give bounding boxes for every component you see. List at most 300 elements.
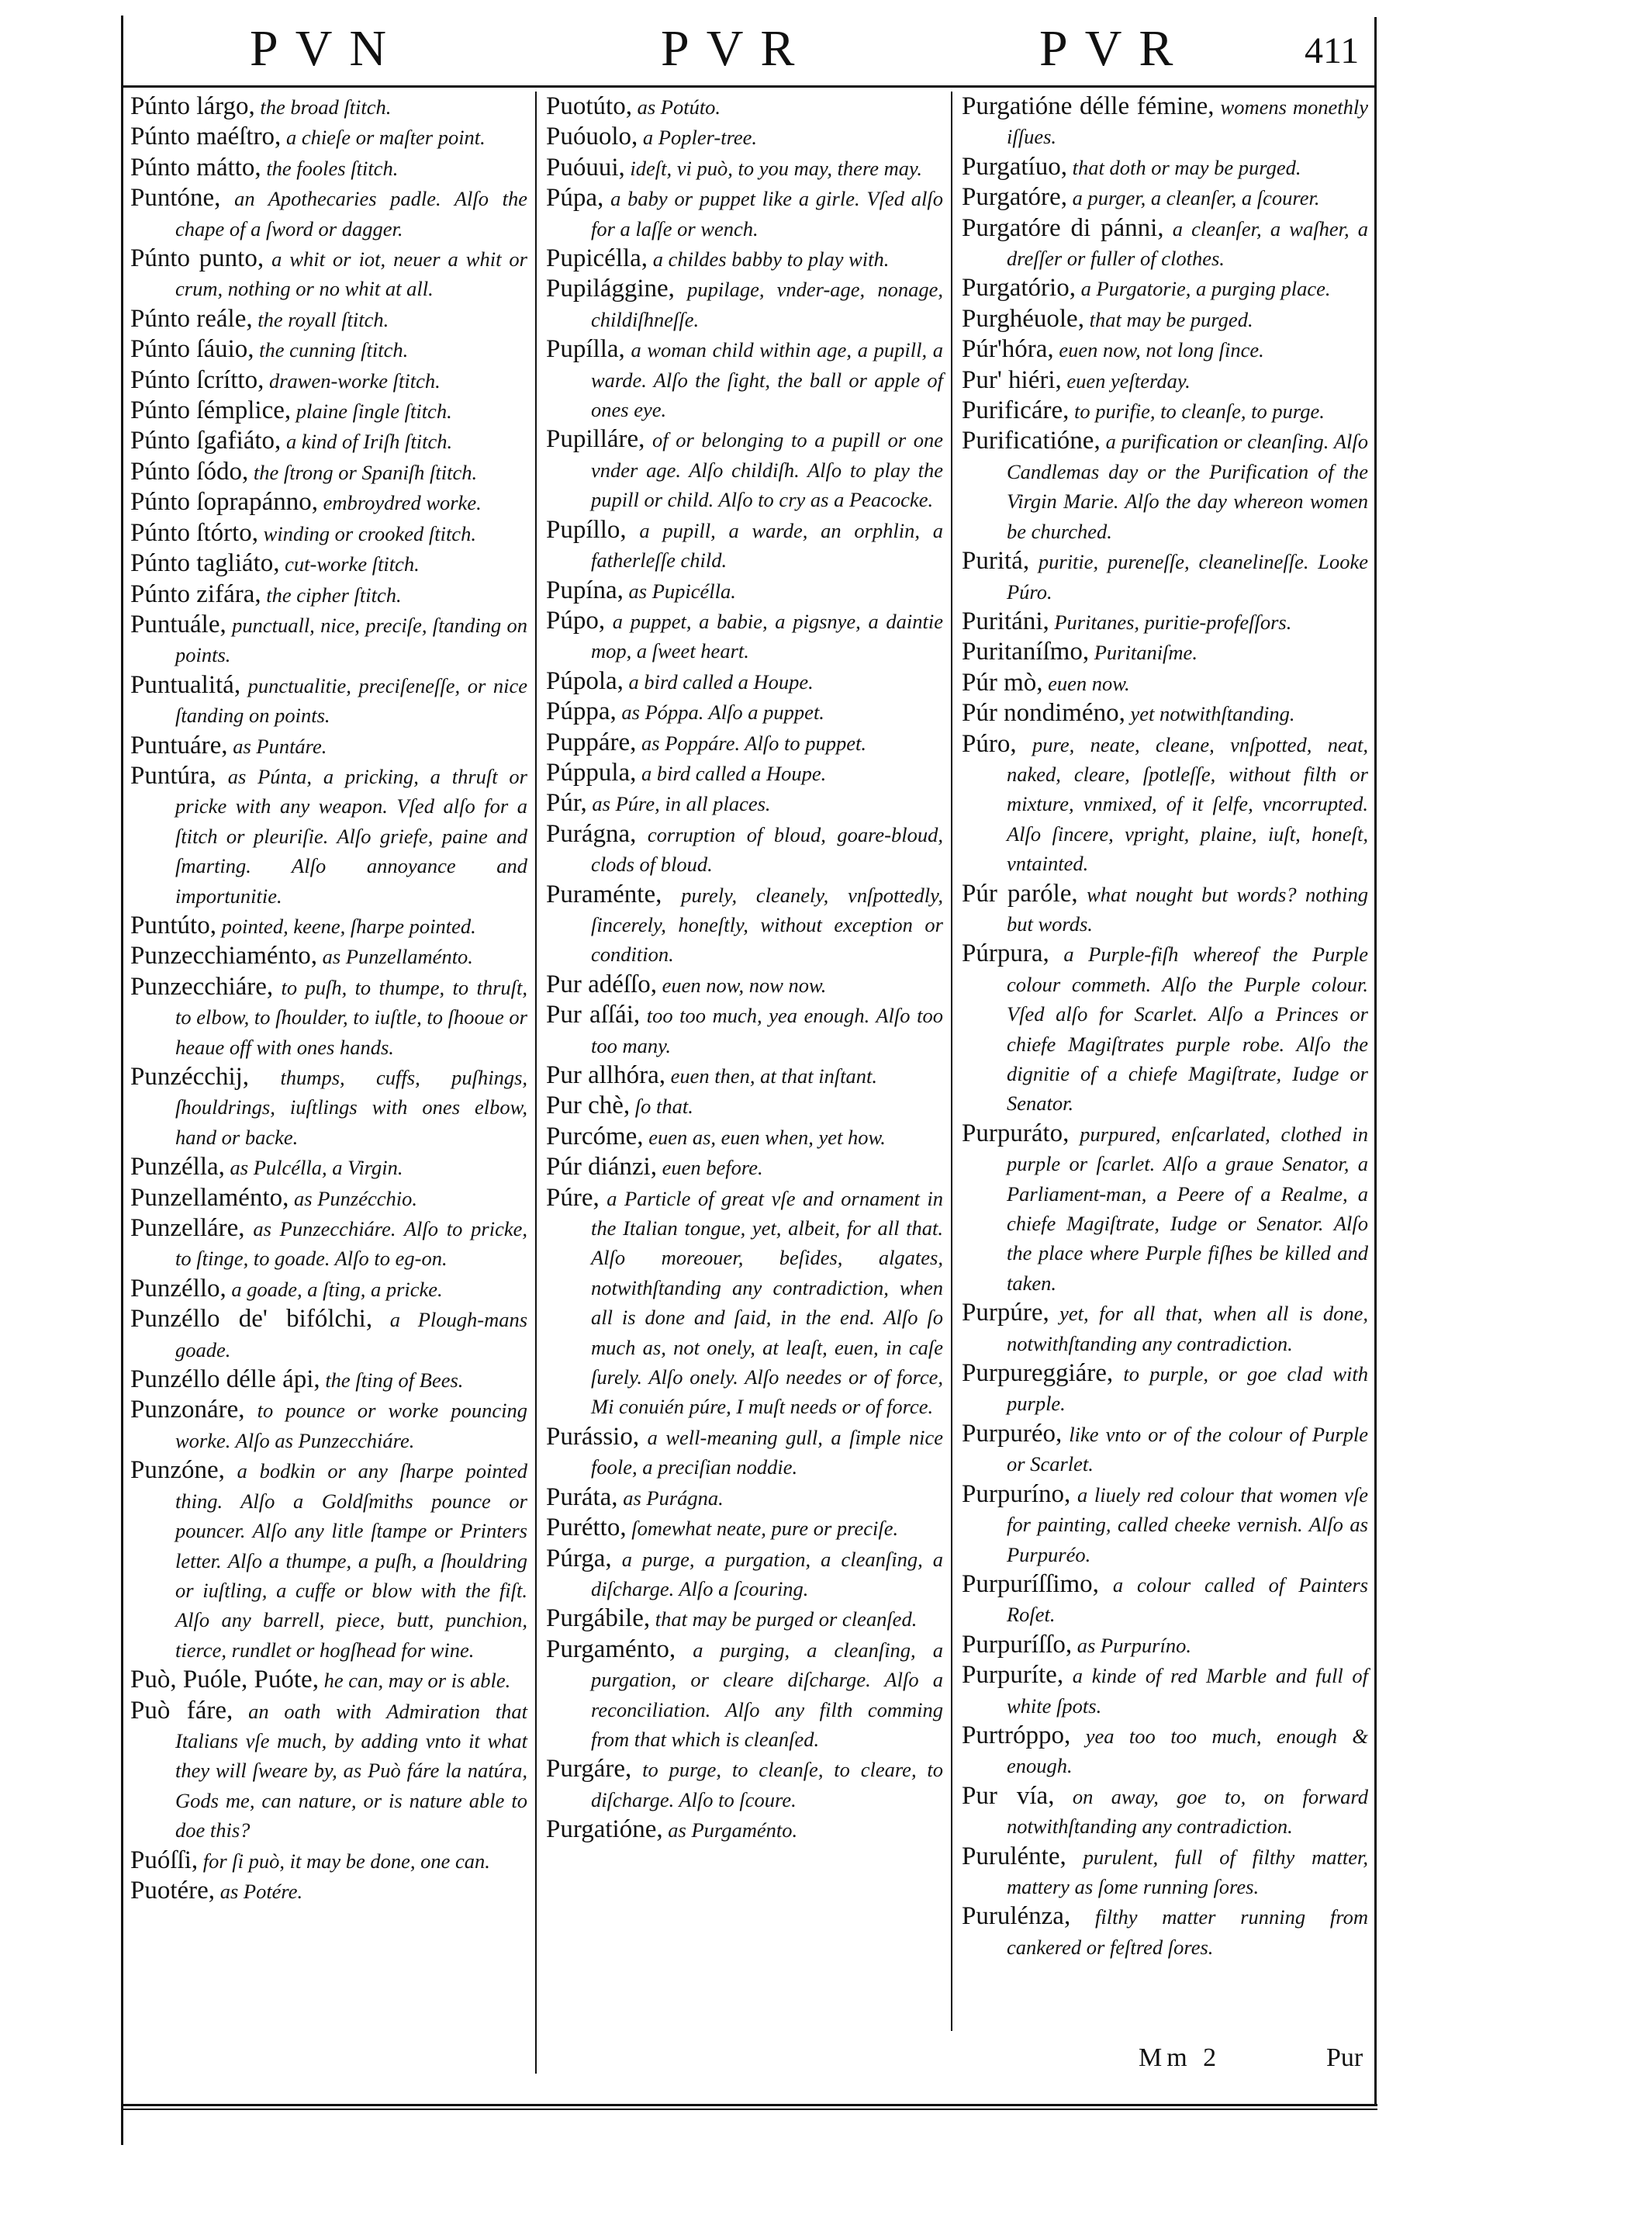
dictionary-entry (546, 153, 943, 183)
entry-headword: Púre, (546, 1183, 600, 1212)
entry-headword: Punzecchiáre, (130, 972, 274, 1001)
entry-headword: Purgatório, (962, 274, 1076, 303)
entry-headword: Punzecchiaménto, (130, 942, 317, 970)
entry-headword: Pupicélla, (546, 244, 648, 273)
entry-definition: as Punzellaménto. (322, 945, 473, 969)
dictionary-entry (130, 1152, 527, 1182)
dictionary-entry (546, 758, 943, 788)
entry-headword: Púr diánzi, (546, 1153, 657, 1181)
dictionary-entry (130, 941, 527, 971)
dictionary-entry (130, 1062, 527, 1152)
entry-definition: as Pupicélla. (628, 579, 736, 603)
entry-definition: as Punzécchio. (294, 1186, 417, 1210)
running-head-right: PVR (1039, 20, 1191, 77)
entry-headword: Pur adéſſo, (546, 970, 657, 998)
dictionary-entry (546, 1754, 943, 1815)
entry-headword: Púr'hóra, (962, 335, 1054, 364)
entry-headword: Punzéllo de' bifólchi, (130, 1305, 373, 1334)
entry-definition: embroydred worke. (323, 491, 482, 515)
dictionary-entry (130, 487, 527, 517)
entry-headword: Purgatóre di pánni, (962, 213, 1164, 242)
dictionary-entry (130, 244, 527, 304)
entry-definition: a well-meaning gull, a ſimple nice foole, a preciſian noddie. (591, 1425, 944, 1479)
entry-headword: Punzonáre, (130, 1396, 245, 1424)
entry-headword: Purétto, (546, 1514, 627, 1542)
dictionary-entry (130, 610, 527, 670)
dictionary-entry (962, 396, 1368, 426)
entry-headword: Pur allhóra, (546, 1061, 665, 1089)
entry-headword: Puraménte, (546, 880, 662, 908)
dictionary-entry (130, 304, 527, 334)
dictionary-entry (962, 92, 1368, 152)
dictionary-entry (130, 1846, 527, 1876)
entry-headword: Púr nondiméno, (962, 699, 1125, 728)
entry-headword: Púnto tagliáto, (130, 549, 280, 578)
entry-definition: a purger, a cleanſer, a ſcourer. (1072, 186, 1320, 210)
entry-headword: Purgáre, (546, 1755, 632, 1783)
dictionary-entry (546, 970, 943, 1000)
entry-headword: Púnto ſémplice, (130, 396, 292, 425)
entry-headword: Punzóne, (130, 1456, 225, 1485)
dictionary-entry (546, 1544, 943, 1604)
entry-headword: Purpuréo, (962, 1419, 1063, 1448)
entry-definition: a Plough-mans goade. (175, 1308, 528, 1361)
entry-definition: to purple, or goe clad with purple. (1007, 1362, 1368, 1416)
dictionary-entry (546, 728, 943, 758)
entry-definition: a goade, a ſting, a pricke. (231, 1277, 443, 1301)
dictionary-entry (130, 183, 527, 244)
dictionary-entry (546, 606, 943, 666)
entry-headword: Puntuáre, (130, 731, 228, 759)
dictionary-entry (962, 1479, 1368, 1569)
entry-headword: Puntúra, (130, 761, 216, 790)
entry-definition: a colour called of Painters Roſet. (1007, 1572, 1368, 1627)
dictionary-entry (546, 1604, 943, 1634)
dictionary-entry (546, 515, 943, 576)
entry-headword: Purpuríſſimo, (962, 1569, 1099, 1598)
column-divider-1 (535, 92, 537, 2074)
entry-definition: plaine ſingle ſtitch. (295, 400, 452, 424)
dictionary-entry (546, 92, 943, 122)
entry-definition: as Potúto. (637, 95, 721, 119)
entry-definition: the royall ſtitch. (257, 307, 389, 331)
dictionary-entry (130, 579, 527, 610)
signature-mark: Mm 2 (1139, 2043, 1222, 2072)
column-2 (546, 92, 943, 1846)
entry-headword: Púnto ſódo, (130, 457, 249, 486)
entry-definition: a kind of Iriſh ſtitch. (285, 430, 453, 454)
dictionary-entry (546, 1000, 943, 1060)
dictionary-entry (546, 697, 943, 727)
dictionary-entry (962, 1119, 1368, 1298)
entry-definition: pure, neate, cleane, vnſpotted, neat, naked, cleare, ſpotleſſe, without filth or mixture, vnmixed, of it ſelfe, vncorrupted. Alſo ſincere, vpright, plaine, iuſt, honeſt, vntainted. (1007, 732, 1368, 876)
bottom-rule (121, 2104, 1377, 2106)
dictionary-entry (130, 731, 527, 761)
entry-headword: Purulénza, (962, 1902, 1071, 1931)
entry-headword: Punzelláre, (130, 1214, 245, 1243)
dictionary-entry (962, 182, 1368, 213)
dictionary-entry (130, 1183, 527, 1213)
dictionary-entry (546, 1815, 943, 1845)
dictionary-entry (962, 273, 1368, 303)
dictionary-entry (962, 1630, 1368, 1660)
entry-definition: a kinde of red Marble and full of white ſpots. (1007, 1664, 1368, 1718)
entry-headword: Puntóne, (130, 184, 221, 213)
dictionary-entry (962, 152, 1368, 182)
entry-headword: Punzéllo, (130, 1274, 226, 1303)
entry-definition: drawen-worke ſtitch. (268, 368, 441, 393)
dictionary-entry (962, 1298, 1368, 1358)
dictionary-entry (546, 1122, 943, 1152)
entry-headword: Púnto lárgo, (130, 92, 255, 120)
entry-headword: Puóuui, (546, 153, 625, 182)
dictionary-entry (130, 1274, 527, 1304)
entry-definition: for ſi può, it may be done, one can. (202, 1849, 490, 1873)
dictionary-entry (546, 244, 943, 274)
dictionary-entry (130, 518, 527, 548)
entry-headword: Púnto zifára, (130, 579, 261, 608)
entry-definition: to purifie, to cleanſe, to purge. (1073, 400, 1325, 424)
dictionary-entry (962, 1358, 1368, 1419)
entry-definition: a bird called a Houpe. (628, 669, 814, 694)
left-margin-rule (121, 16, 123, 2145)
entry-headword: Puráta, (546, 1482, 618, 1511)
dictionary-entry (130, 396, 527, 426)
dictionary-entry (130, 334, 527, 365)
dictionary-entry (962, 365, 1368, 396)
entry-definition: a Purple-fiſh whereof the Purple colour commeth. Alſo the Purple colour. Vſed alſo for Scarlet. Alſo a Princes or chiefe Magiſtrates purple robe. Alſo the dignitie of a chiefe Magiſtrate, Iudge or Senator. (1007, 943, 1369, 1116)
entry-headword: Può fáre, (130, 1696, 233, 1725)
dictionary-entry (962, 1419, 1368, 1479)
entry-definition: what nought but words? nothing but words. (1007, 882, 1369, 936)
entry-headword: Purpuríno, (962, 1479, 1071, 1508)
entry-definition: a Popler-tree. (642, 126, 758, 150)
entry-headword: Púro, (962, 729, 1017, 758)
entry-headword: Púnto maéſtro, (130, 123, 282, 151)
entry-definition: yet notwithſtanding. (1130, 702, 1295, 726)
entry-definition: Puritaniſme. (1094, 641, 1198, 665)
dictionary-entry (546, 334, 943, 424)
entry-definition: the ſting of Bees. (325, 1368, 464, 1392)
entry-headword: Punzécchij, (130, 1063, 250, 1091)
column-divider-2 (951, 92, 952, 2031)
dictionary-entry (130, 670, 527, 731)
entry-definition: as Purpuríno. (1077, 1633, 1191, 1657)
entry-headword: Può, Puóle, Puóte, (130, 1666, 319, 1694)
entry-headword: Pupilláre, (546, 425, 645, 454)
entry-headword: Púnto ſáuio, (130, 335, 254, 364)
entry-definition: as Púnta, a pricking, a thruſt or pricke with any weapon. Vſed alſo for a ſtitch or pleuriſie. Alſo griefe, paine and ſmarting. Alſo annoyance and importunitie. (175, 764, 527, 908)
dictionary-entry (130, 972, 527, 1062)
entry-headword: Purgatíuo, (962, 152, 1067, 181)
entry-headword: Purássio, (546, 1422, 640, 1451)
entry-headword: Púr paróle, (962, 879, 1078, 908)
dictionary-entry (130, 1696, 527, 1846)
entry-headword: Puntúto, (130, 911, 216, 939)
entry-definition: like vnto or of the colour of Purple or Scarlet. (1007, 1422, 1368, 1476)
entry-headword: Purgatióne, (546, 1815, 663, 1844)
dictionary-entry (546, 666, 943, 697)
dictionary-entry (962, 426, 1368, 546)
dictionary-entry (130, 365, 527, 396)
entry-headword: Púppa, (546, 697, 617, 726)
entry-definition: euen now, not long ſince. (1059, 338, 1264, 362)
entry-headword: Púnto ſcrítto, (130, 365, 264, 394)
entry-definition: thumps, cuffs, puſhings, ſhouldrings, iuſtlings with ones elbow, hand or backe. (175, 1066, 528, 1149)
entry-definition: a purging, a cleanſing, a purgation, or cleare diſcharge. Alſo a reconciliation. Alſo any filth comming from that which is cleanſed. (591, 1638, 943, 1751)
entry-definition: pointed, keene, ſharpe pointed. (221, 914, 476, 938)
dictionary-entry (546, 1422, 943, 1482)
entry-definition: euen now. (1048, 671, 1130, 695)
dictionary-entry (962, 939, 1368, 1118)
entry-headword: Púr, (546, 789, 587, 818)
entry-headword: Purificatióne, (962, 427, 1101, 455)
entry-definition: ſo that. (634, 1095, 693, 1119)
entry-definition: euen now, now now. (662, 973, 827, 997)
entry-headword: Puotére, (130, 1876, 216, 1905)
entry-definition: womens monethly iſſues. (1007, 95, 1368, 149)
entry-definition: a Particle of great vſe and ornament in the Italian tongue, yet, albeit, for all that. Alſo moreouer, beſides, algates, notwithſtanding any contradiction, when all is done and ſaid, in the end. Alſo ſo much as, not onely, at leaſt, euen, in caſe ſurely. Alſo onely. Alſo needes or of force, Mi conuién púre, I muſt needs or of force. (591, 1186, 943, 1419)
dictionary-entry (962, 1660, 1368, 1721)
entry-headword: Puritá, (962, 547, 1030, 576)
entry-headword: Purificáre, (962, 396, 1070, 425)
dictionary-entry (962, 1569, 1368, 1630)
dictionary-entry (130, 1365, 527, 1395)
entry-headword: Purgaménto, (546, 1635, 676, 1663)
entry-definition: a pupill, a warde, an orphlin, a fatherleſſe child. (591, 518, 943, 573)
entry-definition: the cunning ſtitch. (259, 338, 409, 362)
dictionary-entry (546, 1152, 943, 1182)
entry-headword: Puppáre, (546, 728, 637, 756)
entry-definition: as Púre, in all places. (592, 792, 771, 816)
entry-headword: Punzélla, (130, 1153, 225, 1181)
entry-definition: of or belonging to a pupill or one vnder age. Alſo childiſh. Alſo to play the pupill or child. Alſo to cry as a Peacocke. (591, 428, 944, 512)
dictionary-entry (546, 1091, 943, 1121)
dictionary-entry (130, 153, 527, 183)
entry-headword: Purpuríſſo, (962, 1630, 1073, 1659)
entry-definition: a purge, a purgation, a cleanſing, a diſcharge. Alſo a ſcouring. (591, 1547, 944, 1600)
dictionary-entry (546, 183, 943, 244)
entry-headword: Púppula, (546, 758, 637, 787)
entry-definition: as Poppáre. Alſo to puppet. (641, 731, 867, 755)
dictionary-entry (546, 274, 943, 334)
dictionary-entry (962, 1721, 1368, 1781)
dictionary-entry (546, 424, 943, 514)
entry-definition: to pounce or worke pouncing worke. Alſo as Punzecchiáre. (175, 1399, 527, 1452)
entry-definition: the broad ſtitch. (260, 95, 392, 119)
dictionary-entry (130, 1876, 527, 1906)
entry-definition: as Purgaménto. (668, 1818, 798, 1842)
entry-definition: a baby or puppet like a girle. Vſed alſo for a laſſe or wench. (591, 187, 944, 240)
dictionary-entry (130, 1304, 527, 1365)
dictionary-entry (962, 546, 1368, 607)
entry-definition: pupilage, vnder-age, nonage, childiſhneſſe. (591, 278, 943, 331)
entry-headword: Púpa, (546, 184, 604, 213)
entry-headword: Púnto mátto, (130, 153, 261, 182)
entry-definition: the fooles ſtitch. (266, 156, 399, 180)
dictionary-entry (546, 1183, 943, 1422)
entry-definition: winding or crooked ſtitch. (263, 521, 476, 545)
entry-headword: Púnto ſtórto, (130, 518, 259, 547)
entry-definition: a woman child within age, a pupill, a warde. Alſo the ſight, the ball or apple of ones eye. (591, 338, 943, 422)
entry-definition: that may be purged. (1089, 307, 1253, 331)
entry-headword: Purpureggiáre, (962, 1359, 1114, 1388)
page-number: 411 (1305, 30, 1360, 71)
dictionary-entry (962, 1842, 1368, 1902)
entry-headword: Púnto ſoprapánno, (130, 488, 318, 517)
entry-definition: a cleanſer, a waſher, a dreſſer or fuller of clothes. (1007, 216, 1369, 271)
dictionary-entry (130, 911, 527, 941)
entry-headword: Púrga, (546, 1544, 612, 1572)
column-1 (130, 92, 527, 1906)
entry-headword: Puóuolo, (546, 123, 638, 151)
entry-definition: an Apothecaries padle. Alſo the chape of a ſword or dagger. (175, 187, 528, 240)
entry-definition: purulent, full of filthy matter, mattery as ſome running ſores. (1007, 1845, 1369, 1898)
entry-definition: a chieſe or maſter point. (285, 126, 486, 150)
entry-definition: as Punzecchiáre. Alſo to pricke, to ſtinge, to goade. Alſo to eg-on. (175, 1217, 527, 1271)
dictionary-entry (130, 457, 527, 487)
entry-headword: Purgatióne délle fémine, (962, 92, 1215, 120)
entry-definition: Puritanes, puritie-profeſſors. (1054, 610, 1292, 634)
entry-definition: that may be purged or cleanſed. (655, 1607, 918, 1631)
running-head-left: PVN (250, 20, 404, 77)
entry-headword: Pupilággine, (546, 275, 675, 303)
entry-headword: Puntualitá, (130, 670, 241, 699)
entry-definition: yet, for all that, when all is done, notwithſtanding any contradiction. (1007, 1302, 1369, 1355)
dictionary-entry (962, 334, 1368, 365)
entry-headword: Púnto ſgafiáto, (130, 427, 282, 455)
running-head-center: PVR (661, 20, 812, 77)
entry-definition: a puppet, a babie, a pigsnye, a daintie mop, a ſweet heart. (591, 609, 943, 663)
dictionary-entry (130, 122, 527, 152)
entry-definition: corruption of bloud, goare-bloud, clods of bloud. (591, 822, 943, 877)
catchword: Pur (1326, 2043, 1363, 2072)
entry-definition: that doth or may be purged. (1072, 155, 1301, 179)
entry-definition: too too much, yea enough. Alſo too too many. (591, 1004, 943, 1057)
dictionary-entry (546, 122, 943, 152)
entry-definition: an oath with Admiration that Italians vſe much, by adding vnto it what they will ſweare by, as Può fáre la natúra, Gods me, can nature, or is nature able to doe this? (175, 1699, 527, 1842)
entry-headword: Purágna, (546, 819, 637, 848)
entry-headword: Púpola, (546, 666, 624, 695)
entry-headword: Púnto reále, (130, 304, 253, 333)
entry-definition: the cipher ſtitch. (266, 583, 402, 607)
dictionary-entry (130, 92, 527, 122)
entry-headword: Puntuále, (130, 610, 226, 638)
entry-definition: euen yeſterday. (1066, 368, 1191, 393)
entry-definition: he can, may or is able. (323, 1669, 511, 1693)
entry-definition: to puſh, to thumpe, to thruſt, to elbow, to ſhoulder, to iuſtle, to ſhooue or heaue off with ones hands. (175, 975, 527, 1059)
entry-definition: as Purágna. (623, 1486, 724, 1510)
dictionary-entry (546, 1060, 943, 1091)
entry-headword: Purpuríte, (962, 1661, 1064, 1690)
dictionary-entry (962, 698, 1368, 728)
entry-headword: Punzéllo délle ápi, (130, 1365, 320, 1394)
dictionary-entry (546, 788, 943, 818)
entry-definition: as Puntáre. (233, 734, 327, 758)
dictionary-entry (546, 880, 943, 970)
dictionary-entry (130, 1395, 527, 1455)
entry-headword: Purghéuole, (962, 304, 1084, 333)
entry-headword: Pur aſſái, (546, 1001, 641, 1029)
entry-headword: Puóſſi, (130, 1846, 199, 1874)
entry-definition: a Purgatorie, a purging place. (1080, 277, 1331, 301)
entry-definition: a purification or cleanſing. Alſo Candlemas day or the Purification of the Virgin Marie. Alſo the day whereon women be churched. (1007, 430, 1369, 543)
entry-headword: Purcóme, (546, 1122, 644, 1150)
entry-headword: Púpo, (546, 606, 606, 635)
header-rule (121, 85, 1377, 88)
dictionary-entry (546, 1513, 943, 1543)
entry-definition: as Potére. (219, 1879, 303, 1903)
entry-headword: Pur chè, (546, 1092, 631, 1120)
entry-definition: ideſt, vi può, to you may, there may. (630, 156, 922, 180)
entry-headword: Pupílla, (546, 335, 625, 364)
dictionary-entry (546, 576, 943, 606)
dictionary-entry (130, 548, 527, 579)
dictionary-entry (962, 1901, 1368, 1962)
entry-definition: euen as, euen when, yet how. (648, 1125, 886, 1149)
entry-headword: Puritaníſmo, (962, 638, 1090, 666)
entry-definition: euen before. (662, 1156, 763, 1180)
entry-headword: Pupína, (546, 576, 624, 604)
entry-definition: punctualitie, preciſeneſſe, or nice ſtanding on points. (175, 673, 527, 728)
entry-definition: on away, goe to, on forward notwithſtanding any contradiction. (1007, 1784, 1368, 1839)
entry-headword: Puotúto, (546, 92, 632, 120)
entry-definition: purely, cleanely, vnſpottedly, ſincerely, honeſtly, without exception or condition. (591, 883, 944, 967)
entry-headword: Púnto punto, (130, 244, 264, 273)
bottom-rule-lower (121, 2109, 1377, 2110)
dictionary-entry (546, 1635, 943, 1755)
entry-definition: as Póppa. Alſo a puppet. (621, 701, 824, 725)
entry-definition: euen then, at that inſtant. (670, 1064, 878, 1088)
dictionary-entry (130, 1665, 527, 1695)
entry-definition: as Pulcélla, a Virgin. (230, 1156, 403, 1180)
dictionary-entry (962, 637, 1368, 667)
dictionary-entry (962, 729, 1368, 879)
entry-definition: ſomewhat neate, pure or preciſe. (631, 1517, 899, 1541)
entry-definition: to purge, to cleanſe, to cleare, to diſcharge. Alſo to ſcoure. (591, 1758, 944, 1811)
dictionary-entry (130, 1213, 527, 1274)
entry-definition: a liuely red colour that women vſe for painting, called cheeke vernish. Alſo as Purpuréo. (1007, 1482, 1368, 1566)
entry-definition: a bodkin or any ſharpe pointed thing. Alſo a Goldſmiths pounce or pouncer. Alſo any litle ſtampe or Printers letter. Alſo a thumpe, a puſh, a ſhouldring or iuſtling, a cuffe or blow with the fiſt. Alſo any barrell, piece, butt, punchion, tierce, rundlet or hogſhead for wine. (175, 1459, 527, 1662)
entry-definition: purpured, enſcarlated, clothed in purple or ſcarlet. Alſo a graue Senator, a Parliament-man, a Peere of a Realme, a chiefe Magiſtrate, Iudge or Senator. Alſo the place where Purple fiſhes be killed and taken. (1007, 1122, 1369, 1295)
entry-definition: a bird called a Houpe. (641, 761, 827, 785)
entry-headword: Purgábile, (546, 1604, 651, 1633)
entry-headword: Purulénte, (962, 1842, 1066, 1870)
entry-headword: Puritáni, (962, 607, 1049, 635)
entry-definition: the ſtrong or Spaniſh ſtitch. (253, 460, 478, 484)
entry-headword: Púr mò, (962, 668, 1043, 697)
dictionary-entry (130, 426, 527, 456)
entry-definition: punctuall, nice, preciſe, ſtanding on points. (175, 613, 527, 667)
entry-definition: yea too too much, enough & enough. (1007, 1724, 1368, 1778)
dictionary-entry (962, 304, 1368, 334)
entry-headword: Pur' hiéri, (962, 365, 1062, 394)
dictionary-entry (962, 879, 1368, 939)
dictionary-entry (130, 761, 527, 911)
right-margin-rule (1374, 17, 1377, 2104)
entry-headword: Purpuráto, (962, 1119, 1070, 1147)
entry-definition: a whit or iot, neuer a whit or crum, nothing or no whit at all. (175, 247, 527, 301)
entry-definition: filthy matter running from cankered or feſtred ſores. (1007, 1905, 1369, 1959)
dictionary-entry (962, 213, 1368, 274)
column-3 (962, 92, 1368, 1962)
entry-headword: Pupíllo, (546, 515, 627, 544)
entry-headword: Purpúre, (962, 1299, 1049, 1327)
dictionary-entry (130, 1455, 527, 1665)
dictionary-entry (962, 1781, 1368, 1842)
dictionary-entry (546, 819, 943, 880)
entry-headword: Purgatóre, (962, 183, 1067, 212)
